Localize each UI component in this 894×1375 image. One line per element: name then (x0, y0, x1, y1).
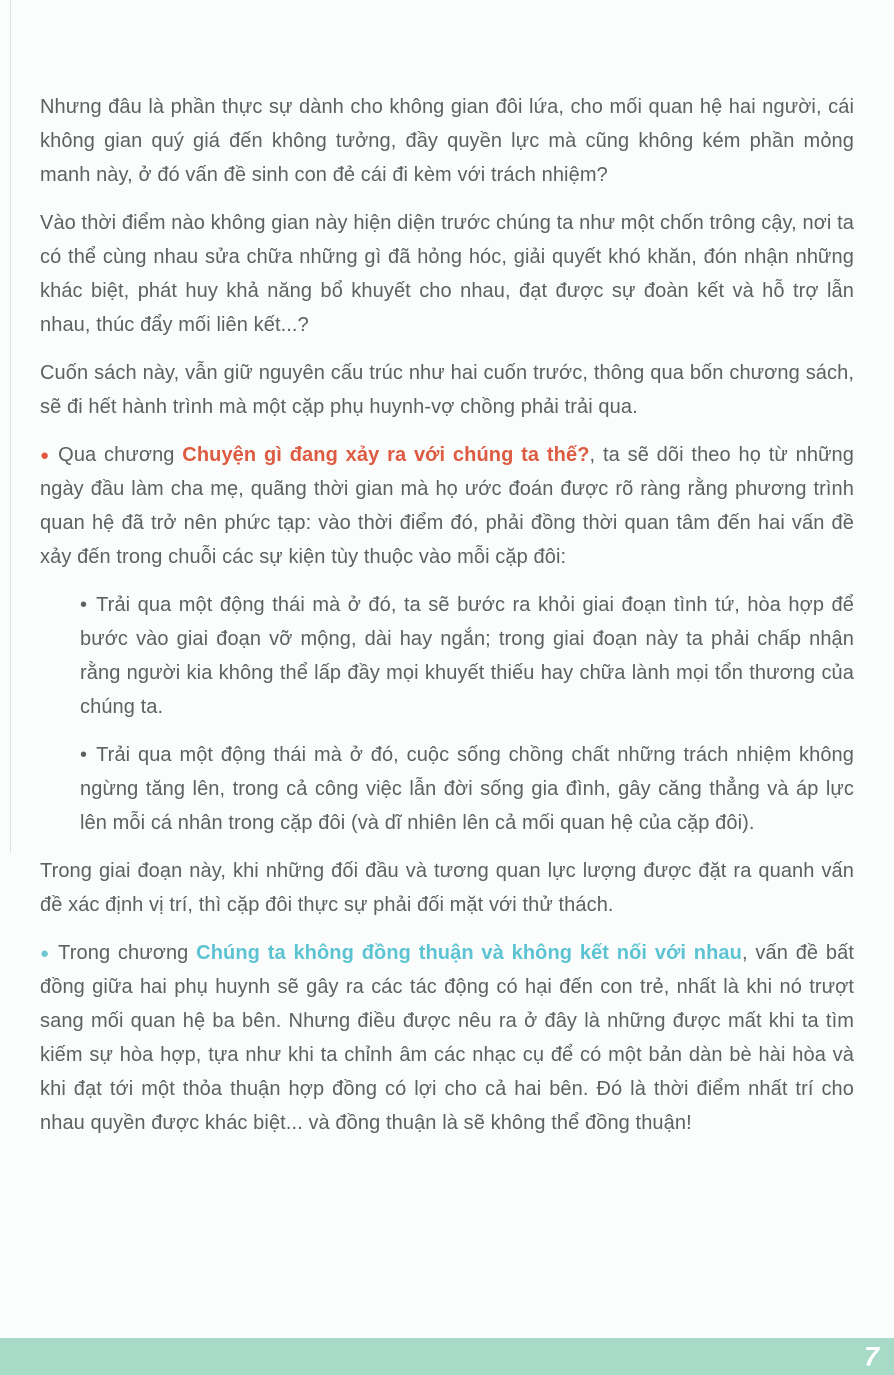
page-text-block (40, 90, 854, 1154)
chapter-bullet-paragraph (40, 936, 854, 1140)
page-edge-line (10, 0, 11, 853)
bullet-icon: ● (40, 945, 50, 962)
paragraph-text: Qua chương (58, 444, 183, 466)
sub-bullet-icon: • (80, 744, 88, 766)
sub-bullet-paragraph (80, 738, 854, 840)
paragraph-text: , vấn đề bất đồng giữa hai phụ huynh sẽ gây ra các tác động có hại đến con trẻ, nhất là khi nó trượt sang mối quan hệ ba bên. Nhưng điều được nêu ra ở đây là những được mất khi ta tìm kiếm sự hòa hợp, tựa như khi ta chỉnh âm các nhạc cụ để có một bản dàn bè hài hòa và khi đạt tới một thỏa thuận hợp đồng có lợi cho cả hai bên. Đó là thời điểm nhất trí cho nhau quyền được khác biệt... và đồng thuận là sẽ không thể đồng thuận! (40, 942, 854, 1134)
paragraph-text: , ta sẽ dõi theo họ từ những ngày đầu làm cha mẹ, quãng thời gian mà họ ước đoán được rõ ràng rằng phương trình quan hệ đã trở nên phức tạp: vào thời điểm đó, phải đồng thời quan tâm đến hai vấn đề xảy đến trong chuỗi các sự kiện tùy thuộc vào mỗi cặp đôi: (40, 444, 855, 568)
chapter-bullet-paragraph (40, 438, 854, 574)
paragraph: Nhưng đâu là phần thực sự dành cho không gian đôi lứa, cho mối quan hệ hai người, cái không gian quý giá đến không tưởng, đầy quyền lực mà cũng không kém phần mỏng manh này, ở đó vấn đề sinh con đẻ cái đi kèm với trách nhiệm? (40, 96, 854, 186)
chapter-title-highlight: Chúng ta không đồng thuận và không kết nối với nhau (196, 942, 742, 964)
bullet-icon: ● (40, 447, 50, 464)
sub-bullet-paragraph (80, 588, 854, 724)
page-number: 7 (863, 1341, 879, 1371)
paragraph-text: Trải qua một động thái mà ở đó, ta sẽ bước ra khỏi giai đoạn tình tứ, hòa hợp để bước vào giai đoạn vỡ mộng, dài hay ngắn; trong giai đoạn này ta phải chấp nhận rằng người kia không thể lấp đầy mọi khuyết thiếu hay chữa lành mọi tổn thương của chúng ta. (80, 594, 854, 718)
paragraph: Trong giai đoạn này, khi những đối đầu và tương quan lực lượng được đặt ra quanh vấn đề xác định vị trí, thì cặp đôi thực sự phải đối mặt với thử thách. (40, 860, 854, 916)
paragraph: Vào thời điểm nào không gian này hiện diện trước chúng ta như một chốn trông cậy, nơi ta có thể cùng nhau sửa chữa những gì đã hỏng hóc, giải quyết khó khăn, đón nhận những khác biệt, phát huy khả năng bổ khuyết cho nhau, đạt được sự đoàn kết và hỗ trợ lẫn nhau, thúc đẩy mối liên kết...? (40, 212, 854, 336)
chapter-title-highlight: Chuyện gì đang xảy ra với chúng ta thế? (182, 444, 590, 466)
sub-bullet-icon: • (80, 594, 88, 616)
paragraph-text: Trải qua một động thái mà ở đó, cuộc sống chồng chất những trách nhiệm không ngừng tăng lên, trong cả công việc lẫn đời sống gia đình, gây căng thẳng và áp lực lên mỗi cá nhân trong cặp đôi (và dĩ nhiên lên cả mối quan hệ của cặp đôi). (80, 744, 854, 834)
paragraph: Cuốn sách này, vẫn giữ nguyên cấu trúc như hai cuốn trước, thông qua bốn chương sách, sẽ đi hết hành trình mà một cặp phụ huynh-vợ chồng phải trải qua. (40, 362, 854, 418)
paragraph-text: Trong chương (58, 942, 197, 964)
footer-bar (0, 1338, 894, 1375)
